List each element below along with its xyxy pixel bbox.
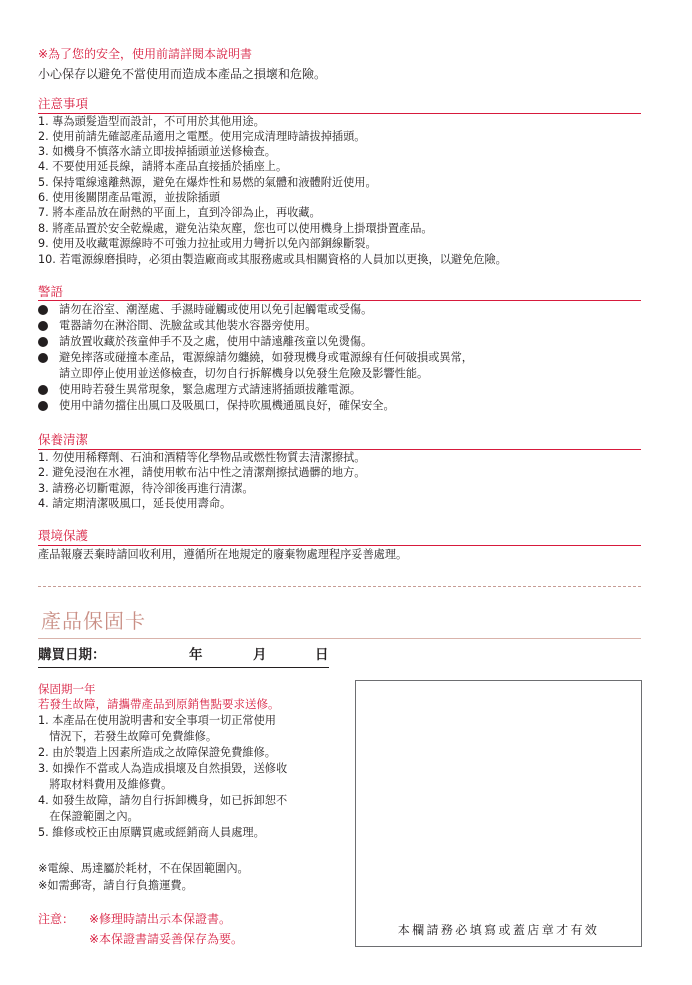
list-item-continued: 請立即停止使用並送修檢查，切勿自行拆解機身以免發生危險及影響性能。 (59, 367, 429, 380)
list-item: 請放置收藏於孩童伸手不及之處，使用中請遠離孩童以免燙傷。 (59, 335, 373, 348)
list-item: 避免摔落或碰撞本產品，電源線請勿纏繞，如發現機身或電源線有任何破損或異常， (59, 351, 473, 364)
fault-notice: 若發生故障，請攜帶產品到原銷售點要求送修。 (38, 697, 280, 711)
precautions-divider (38, 113, 641, 114)
bullet-icon (38, 401, 48, 411)
list-item: 在保證範圍之內。 (38, 810, 139, 823)
warnings-divider (38, 300, 641, 301)
bullet-icon (38, 337, 48, 347)
notice-item: ※本保證書請妥善保存為要。 (89, 932, 244, 946)
safety-warning-line: ※為了您的安全，使用前請詳閱本說明書 (38, 47, 253, 61)
list-item: 1. 專為頭髮造型而設計，不可用於其他用途。 (38, 115, 265, 128)
maintenance-title: 保養清潔 (38, 432, 89, 447)
purchase-date-label: 購買日期： (38, 647, 106, 663)
environment-text: 產品報廢丟棄時請回收利用，遵循所在地規定的廢棄物處理程序妥善處理。 (38, 548, 408, 561)
warranty-card-title: 產品保固卡 (41, 609, 146, 633)
list-item: 2. 使用前請先確認產品適用之電壓。使用完成清理時請拔掉插頭。 (38, 130, 366, 143)
list-item: 8. 將產品置於安全乾燥處，避免沾染灰塵，您也可以使用機身上掛環掛置產品。 (38, 222, 433, 235)
list-item: 使用時若發生異常現象，緊急處理方式請速將插頭拔離電源。 (59, 383, 362, 396)
list-item: 1. 本產品在使用說明書和安全事項一切正常使用 (38, 714, 276, 727)
list-item: 3. 如機身不慎落水請立即拔掉插頭並送修檢查。 (38, 145, 276, 158)
list-item: 2. 由於製造上因素所造成之故障保證免費維修。 (38, 746, 276, 759)
list-item: 4. 不要使用延長線，請將本產品直接插於插座上。 (38, 160, 288, 173)
list-item: 3. 請務必切斷電源，待冷卻後再進行清潔。 (38, 482, 254, 495)
list-item: 9. 使用及收藏電源線時不可強力拉扯或用力彎折以免內部銅線斷裂。 (38, 237, 377, 250)
notice-item: ※修理時請出示本保證書。 (89, 912, 232, 926)
exclusion-note: ※電線、馬達屬於耗材，不在保固範圍內。 (38, 862, 249, 875)
list-item: 1. 勿使用稀釋劑、石油和酒精等化學物品或燃性物質去清潔擦拭。 (38, 451, 366, 464)
list-item: 10. 若電源線磨損時，必須由製造廠商或其服務處或具相關資格的人員加以更換，以避免危險。 (38, 253, 507, 266)
list-item: 請勿在浴室、潮溼處、手濕時碰觸或使用以免引起觸電或受傷。 (59, 303, 373, 316)
purchase-day-label: 日 (315, 647, 329, 663)
list-item: 3. 如操作不當或人為造成損壞及自然損毀，送修收 (38, 762, 288, 775)
purchase-date-underline (38, 667, 329, 668)
list-item: 使用中請勿擋住出風口及吸風口，保持吹風機通風良好，確保安全。 (59, 399, 395, 412)
warranty-title-divider (38, 638, 641, 639)
precautions-title: 注意事項 (38, 96, 89, 111)
list-item: 情況下，若發生故障可免費維修。 (38, 730, 218, 743)
environment-divider (38, 545, 641, 546)
notice-label: 注意： (38, 912, 75, 926)
bullet-icon (38, 385, 48, 395)
list-item: 5. 保持電線遠離熱源，避免在爆炸性和易燃的氣體和液體附近使用。 (38, 176, 377, 189)
maintenance-divider (38, 449, 641, 450)
list-item: 6. 使用後關閉產品電源，並拔除插頭 (38, 191, 221, 204)
bullet-icon (38, 353, 48, 363)
stamp-box-instruction: 本欄請務必填寫或蓋店章才有效 (397, 923, 600, 937)
list-item: 4. 請定期清潔吸風口，延長使用壽命。 (38, 497, 232, 510)
purchase-year-label: 年 (189, 647, 203, 663)
dealer-stamp-box (355, 680, 642, 947)
list-item: 電器請勿在淋浴間、洗臉盆或其他裝水容器旁使用。 (59, 319, 317, 332)
list-item: 5. 維修或校正由原購買處或經銷商人員處理。 (38, 826, 265, 839)
exclusion-note: ※如需郵寄，請自行負擔運費。 (38, 879, 193, 892)
list-item: 4. 如發生故障，請勿自行拆卸機身，如已拆卸恕不 (38, 794, 288, 807)
list-item: 2. 避免浸泡在水裡，請使用軟布沾中性之清潔劑擦拭過髒的地方。 (38, 466, 366, 479)
warnings-title: 警語 (38, 284, 64, 299)
environment-title: 環境保護 (38, 528, 89, 543)
list-item: 7. 將本產品放在耐熱的平面上，直到冷卻為止，再收藏。 (38, 206, 321, 219)
list-item: 將取材料費用及維修費。 (38, 778, 173, 791)
keep-manual-line: 小心保存以避免不當使用而造成本產品之損壞和危險。 (38, 67, 327, 81)
warranty-period: 保固期一年 (38, 682, 96, 696)
bullet-icon (38, 321, 48, 331)
dashed-separator (38, 586, 641, 587)
purchase-month-label: 月 (253, 647, 267, 663)
bullet-icon (38, 305, 48, 315)
